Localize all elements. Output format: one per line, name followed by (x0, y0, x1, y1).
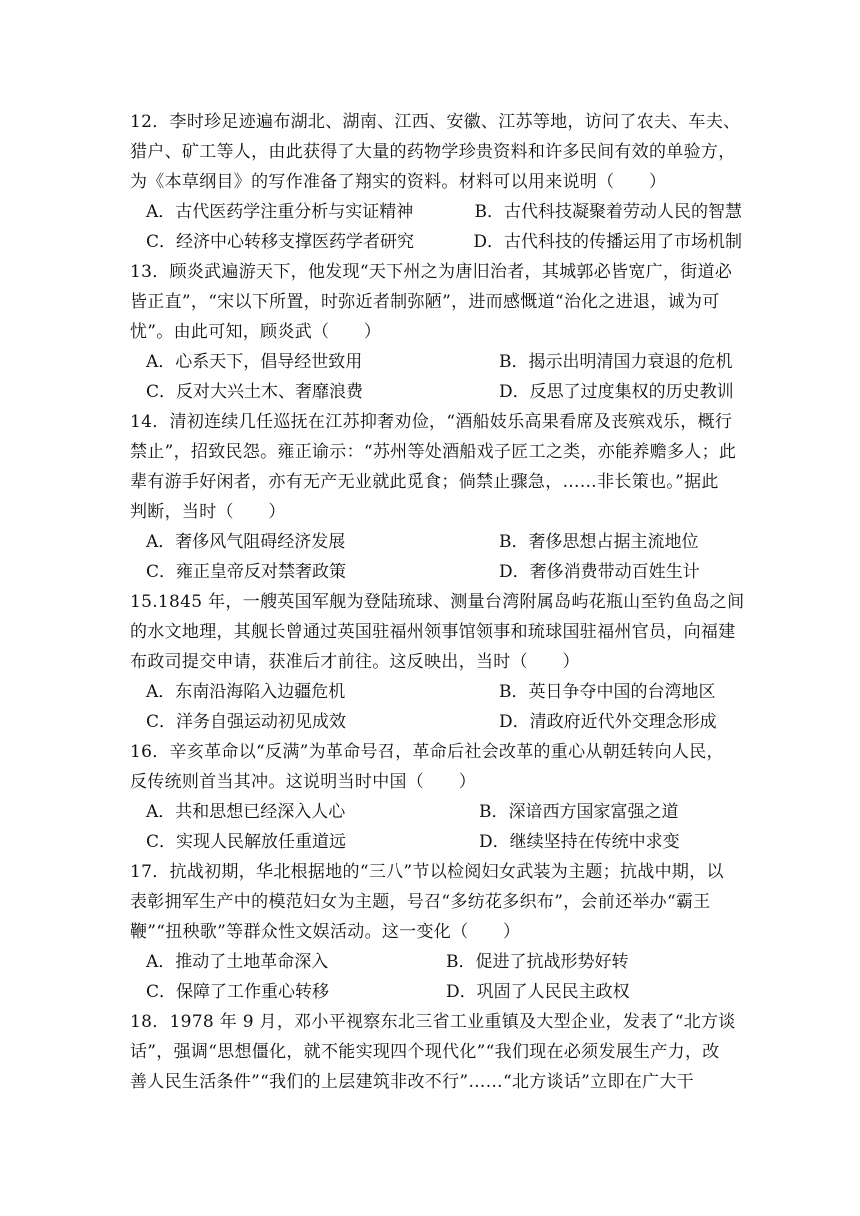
question-stem-line: 的水文地理，其舰长曾通过英国驻福州领事馆领事和琉球国驻福州官员，向福建 (130, 622, 736, 642)
question-16 (130, 737, 742, 857)
option-a[interactable]: A．推动了土地革命深入 (146, 952, 329, 972)
question-stem-line: 判断，当时（ ） (130, 502, 286, 522)
option-a[interactable]: A．心系天下，倡导经世致用 (146, 352, 363, 372)
options-row (130, 977, 742, 1007)
option-c[interactable]: C．保障了工作重心转移 (146, 982, 330, 1002)
option-d[interactable]: D．古代科技的传播运用了市场机制 (473, 232, 742, 252)
question-14 (130, 407, 742, 587)
question-stem-line: 16．辛亥革命以“反满”为革命号召，革命后社会改革的重心从朝廷转向人民， (130, 742, 724, 762)
question-stem-line: 话”，强调“思想僵化，就不能实现四个现代化”“我们现在必须发展生产力，改 (130, 1042, 720, 1062)
option-b[interactable]: B．英日争夺中国的台湾地区 (499, 682, 716, 702)
question-stem-line: 为《本草纲目》的写作准备了翔实的资料。材料可以用来说明（ ） (130, 172, 667, 192)
options-row (130, 707, 742, 737)
question-stem-line: 禁止”，招致民怨。雍正谕示：“苏州等处酒船戏子匠工之类，亦能养赡多人；此 (130, 442, 737, 462)
question-stem-line: 14．清初连续几任巡抚在江苏抑奢劝俭，“酒船妓乐高果看席及丧殡戏乐，概行 (130, 412, 733, 432)
option-a[interactable]: A．奢侈风气阻碍经济发展 (146, 532, 346, 552)
question-stem-line: 忧”。由此可知，顾炎武（ ） (130, 322, 382, 342)
question-stem-line: 辈有游手好闲者，亦有无产无业就此觅食；倘禁止骤急，……非长策也。”据此 (130, 472, 719, 492)
question-list (130, 107, 745, 1097)
question-stem-line: 善人民生活条件”“我们的上层建筑非改不行”……“北方谈话”立即在广大干 (130, 1072, 694, 1092)
question-stem-line: 13．顾炎武遍游天下，他发现“天下州之为唐旧治者，其城郭必皆宽广，街道必 (130, 262, 733, 282)
option-a[interactable]: A．共和思想已经深入人心 (146, 802, 346, 822)
question-stem-line: 皆正直”，“宋以下所置，时弥近者制弥陋”，进而感慨道“治化之进退，诚为可 (130, 292, 720, 312)
option-b[interactable]: B．奢侈思想占据主流地位 (499, 532, 699, 552)
option-c[interactable]: C．反对大兴土木、奢靡浪费 (146, 382, 364, 402)
option-d[interactable]: D．奢侈消费带动百姓生计 (499, 562, 700, 582)
options-row (130, 797, 742, 827)
options-row (130, 557, 742, 587)
question-stem-line: 15.1845 年，一艘英国军舰为登陆琉球、测量台湾附属岛屿花瓶山至钓鱼岛之间 (130, 592, 745, 612)
question-13 (130, 257, 742, 407)
option-a[interactable]: A．东南沿海陷入边疆危机 (146, 682, 346, 702)
option-b[interactable]: B．深谙西方国家富强之道 (479, 802, 679, 822)
option-d[interactable]: D．反思了过度集权的历史教训 (499, 382, 734, 402)
question-stem-line: 鞭”“扭秧歌”等群众性文娱活动。这一变化（ ） (130, 922, 521, 942)
question-18 (130, 1007, 742, 1097)
option-c[interactable]: C．雍正皇帝反对禁奢政策 (146, 562, 347, 582)
question-stem-line: 12．李时珍足迹遍布湖北、湖南、江西、安徽、江苏等地，访问了农夫、车夫、 (130, 112, 741, 132)
option-c[interactable]: C．实现人民解放任重道远 (146, 832, 347, 852)
question-stem-line: 布政司提交申请，获准后才前往。这反映出，当时（ ） (130, 652, 580, 672)
option-b[interactable]: B．促进了抗战形势好转 (446, 952, 629, 972)
option-d[interactable]: D．继续坚持在传统中求变 (479, 832, 680, 852)
option-d[interactable]: D．清政府近代外交理念形成 (499, 712, 717, 732)
question-stem-line: 18．1978 年 9 月，邓小平视察东北三省工业重镇及大型企业，发表了“北方谈 (130, 1012, 736, 1032)
option-b[interactable]: B．古代科技凝聚着劳动人民的智慧 (474, 202, 742, 222)
options-row (130, 677, 742, 707)
question-stem-line: 猎户、矿工等人，由此获得了大量的药物学珍贵资料和许多民间有效的单验方， (130, 142, 736, 162)
question-12 (130, 107, 742, 257)
option-c[interactable]: C．洋务自强运动初见成效 (146, 712, 347, 732)
options-row (130, 197, 742, 227)
option-b[interactable]: B．揭示出明清国力衰退的危机 (499, 352, 733, 372)
options-row (130, 347, 742, 377)
question-17 (130, 857, 742, 1007)
options-row (130, 947, 742, 977)
option-a[interactable]: A．古代医药学注重分析与实证精神 (146, 202, 414, 222)
question-stem-line: 反传统则首当其冲。这说明当时中国（ ） (130, 772, 476, 792)
question-15 (130, 587, 745, 737)
question-stem-line: 17．抗战初期，华北根据地的“三八”节以检阅妇女武装为主题；抗战中期，以 (130, 862, 724, 882)
options-row (130, 377, 742, 407)
options-row (130, 527, 742, 557)
option-d[interactable]: D．巩固了人民民主政权 (446, 982, 630, 1002)
options-row (130, 827, 742, 857)
question-stem-line: 表彰拥军生产中的模范妇女为主题，号召“多纺花多织布”，会前还举办“霸王 (130, 892, 711, 912)
option-c[interactable]: C．经济中心转移支撑医药学者研究 (146, 232, 415, 252)
options-row (130, 227, 742, 257)
